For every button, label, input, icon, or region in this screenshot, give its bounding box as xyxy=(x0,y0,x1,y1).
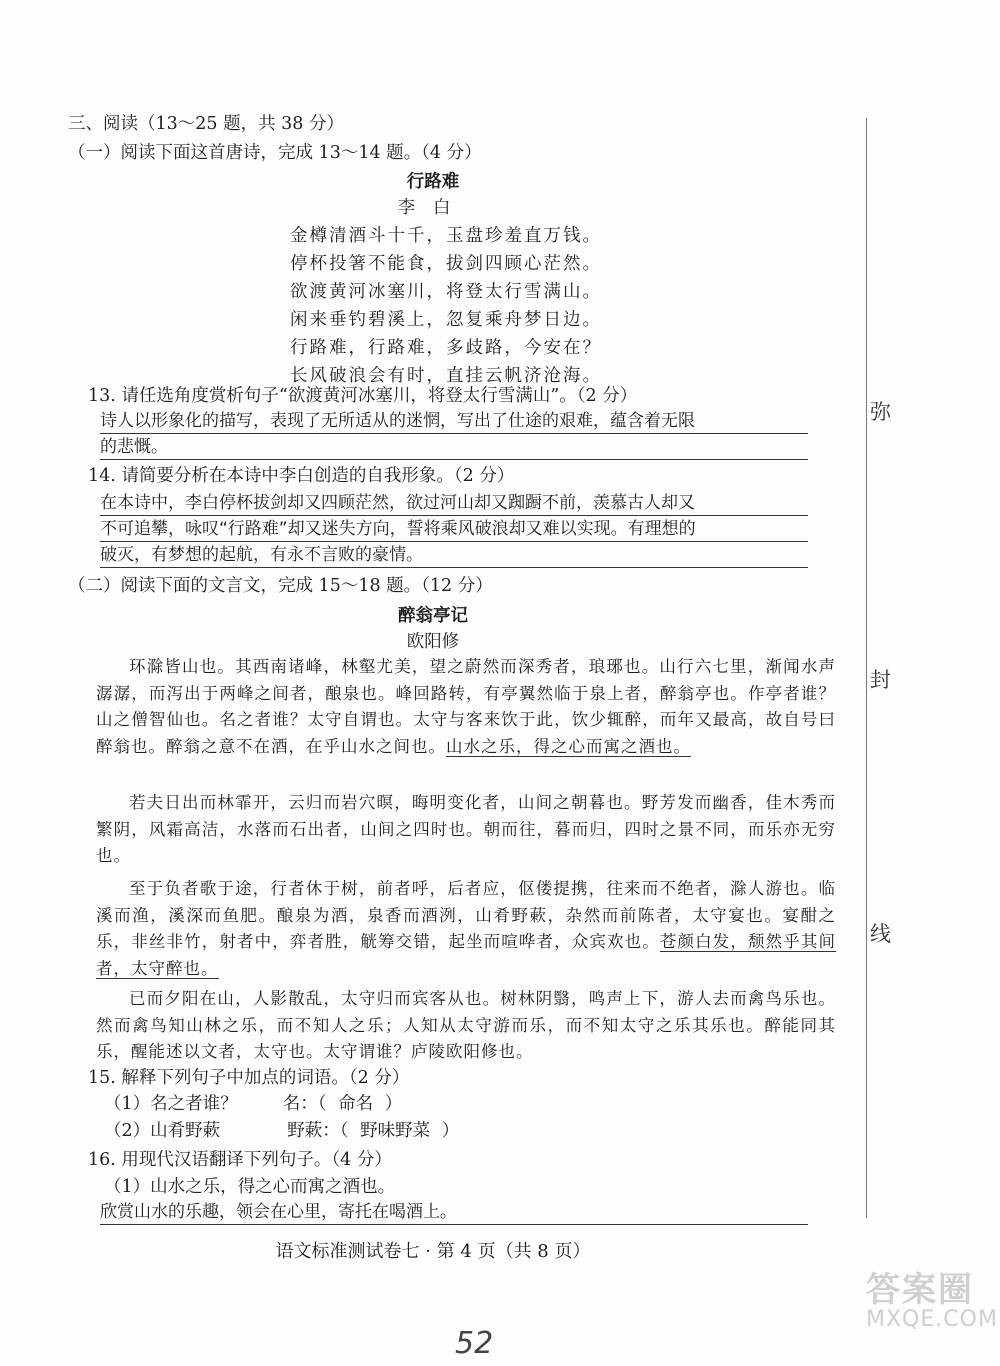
binding-char-feng: 封 xyxy=(870,668,891,692)
item-close: ） xyxy=(384,1094,403,1114)
poem-line: 闲来垂钓碧溪上，忽复乘舟梦日边。 xyxy=(290,310,602,330)
poem-line: 长风破浪会有时，直挂云帆济沧海。 xyxy=(290,366,602,386)
essay-author: 欧阳修 xyxy=(406,632,460,652)
fill-answer: 野味野菜 xyxy=(360,1121,431,1141)
q15-item-2 xyxy=(104,1119,459,1143)
answer-16 xyxy=(100,1199,808,1225)
essay-paragraph-2 xyxy=(96,790,836,870)
fill-answer: 命名 xyxy=(338,1094,374,1114)
question-16: 16. 用现代汉语翻译下列句子。（4 分） xyxy=(88,1150,392,1170)
poem-line: 金樽清酒斗十千，玉盘珍羞直万钱。 xyxy=(290,226,602,246)
essay-paragraph-3 xyxy=(96,876,836,982)
binding-char-mi: 弥 xyxy=(870,400,891,424)
item-close: ） xyxy=(441,1121,460,1141)
question-14: 14. 请简要分析在本诗中李白创造的自我形象。（2 分） xyxy=(88,466,515,486)
q16-item-1: （1）山水之乐，得之心而寓之酒也。 xyxy=(104,1177,396,1197)
section-heading: 三、阅读（13～25 题，共 38 分） xyxy=(68,114,344,134)
watermark-url: MXQE.COM xyxy=(866,1307,998,1332)
poem-author: 李白 xyxy=(397,198,469,218)
question-13: 13. 请任选角度赏析句子“欲渡黄河冰塞川，将登太行雪满山”。（2 分） xyxy=(88,386,638,406)
answer-14 xyxy=(100,490,808,568)
part1-instruction: （一）阅读下面这首唐诗，完成 13～14 题。（4 分） xyxy=(68,143,482,163)
essay-text: 至于负者歌于途，行者休于树，前者呼，后者应，伛偻提携，往来而不绝者，滁人游也。临溪而渔，溪深而鱼肥。酿泉为酒，泉香而酒洌，山肴野蔌，杂然而前陈者，太守宴也。宴酣之乐，非丝非竹，射者中，弈者胜，觥筹交错，起坐而喧哗者，众宾欢也。 xyxy=(96,879,836,951)
answer-line: 不可追攀，咏叹“行路难”却又迷失方向，誓将乘风破浪却又难以实现。有理想的 xyxy=(100,516,808,542)
item-label: 名：（ xyxy=(282,1094,327,1114)
poem-title: 行路难 xyxy=(406,172,460,192)
watermark-logo: 答案圈 xyxy=(866,1270,974,1310)
essay-text: 环滁皆山也。其西南诸峰，林壑尤美，望之蔚然而深秀者，琅琊也。山行六七里，渐闻水声潺潺，而泻出于两峰之间者，酿泉也。峰回路转，有亭翼然临于泉上者，醉翁亭也。作亭者谁？山之僧智仙也。名之者谁？太守自谓也。太守与客来饮于此，饮少辄醉，而年又最高，故自号曰醉翁也。醉翁之意不在酒，在乎山水之间也。 xyxy=(96,657,836,756)
item-text: （2）山肴野蔌 xyxy=(104,1121,221,1141)
answer-line: 在本诗中，李白停杯拔剑却又四顾茫然，欲过河山却又踟蹰不前，羡慕古人却又 xyxy=(100,490,808,516)
watermark xyxy=(866,1262,998,1352)
q15-item-1 xyxy=(104,1092,402,1116)
question-15: 15. 解释下列句子中加点的词语。（2 分） xyxy=(88,1068,410,1088)
poem-line: 行路难，行路难，多歧路，今安在？ xyxy=(290,338,602,358)
underlined-sentence: 山水之乐，得之心而寓之酒也。 xyxy=(446,736,691,756)
part2-instruction: （二）阅读下面的文言文，完成 15～18 题。（12 分） xyxy=(68,576,493,596)
answer-line: 诗人以形象化的描写，表现了无所适从的迷惘，写出了仕途的艰难，蕴含着无限 xyxy=(100,408,808,434)
answer-line: 欣赏山水的乐趣，领会在心里，寄托在喝酒上。 xyxy=(100,1199,808,1225)
essay-paragraph-1 xyxy=(96,654,836,760)
handwritten-page-number: 52 xyxy=(455,1326,494,1361)
essay-paragraph-4 xyxy=(96,986,836,1066)
answer-13 xyxy=(100,408,808,460)
item-label: 野蔌：（ xyxy=(287,1121,349,1141)
answer-line: 破灭，有梦想的起航，有永不言败的豪情。 xyxy=(100,542,808,568)
poem-line: 欲渡黄河冰塞川，将登太行雪满山。 xyxy=(290,282,602,302)
essay-text: 若夫日出而林霏开，云归而岩穴暝，晦明变化者，山间之朝暮也。野芳发而幽香，佳木秀而繁阴，风霜高洁，水落而石出者，山间之四时也。朝而往，暮而归，四时之景不同，而乐亦无穷也。 xyxy=(96,793,836,865)
essay-title: 醉翁亭记 xyxy=(398,606,468,626)
item-text: （1）名之者谁？ xyxy=(104,1094,238,1114)
poem-line: 停杯投箸不能食，拔剑四顾心茫然。 xyxy=(290,254,602,274)
binding-char-xian: 线 xyxy=(870,922,891,946)
underlined-sentence: 苍颜白发，颓然乎其间者，太守醉也。 xyxy=(96,932,837,978)
page-footer: 语文标准测试卷七 · 第 4 页（共 8 页） xyxy=(275,1241,591,1262)
essay-text: 已而夕阳在山，人影散乱，太守归而宾客从也。树林阴翳，鸣声上下，游人去而禽鸟乐也。然而禽鸟知山林之乐，而不知人之乐；人知从太守游而乐，而不知太守之乐其乐也。醉能同其乐，醒能述以文者，太守也。太守谓谁？庐陵欧阳修也。 xyxy=(96,989,836,1061)
answer-line: 的悲慨。 xyxy=(100,434,808,460)
binding-line xyxy=(866,118,867,1218)
